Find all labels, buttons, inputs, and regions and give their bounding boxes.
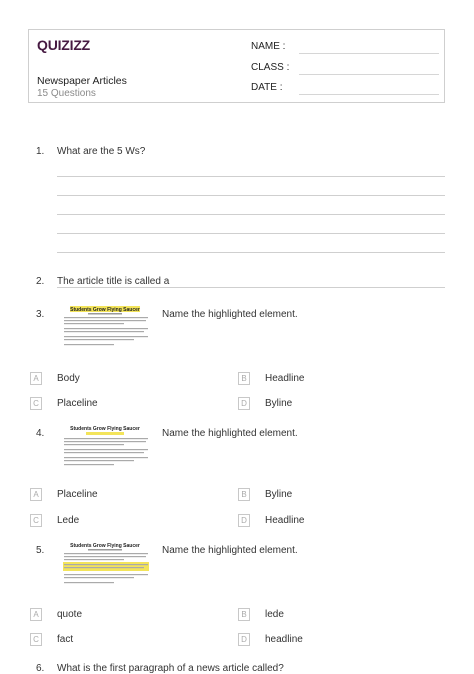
date-label: DATE : (251, 82, 283, 93)
question-text: Name the highlighted element. (162, 309, 298, 320)
option-b-text: Byline (265, 489, 293, 500)
answer-line[interactable] (57, 214, 445, 215)
option-c-text: fact (57, 634, 74, 645)
byline-highlight (86, 432, 124, 435)
option-d-text: Byline (265, 398, 293, 409)
option-a-text: Body (57, 373, 80, 384)
question-number: 2. (36, 276, 45, 287)
option-c-text: Placeline (57, 398, 98, 409)
question-number: 4. (36, 428, 45, 439)
option-a-marker[interactable]: A (30, 488, 42, 501)
option-a-marker[interactable]: A (30, 608, 42, 621)
worksheet-title: Newspaper Articles (37, 75, 127, 87)
quizizz-logo: QUIZIZZ (37, 37, 91, 53)
thumbnail-headline: Students Grow Flying Saucer (70, 307, 140, 313)
option-a-text: Placeline (57, 489, 98, 500)
option-c-marker[interactable]: C (30, 633, 42, 646)
option-d-text: Headline (265, 515, 305, 526)
option-a-marker[interactable]: A (30, 372, 42, 385)
option-d-marker[interactable]: D (238, 514, 250, 527)
option-c-marker[interactable]: C (30, 397, 42, 410)
thumbnail-headline: Students Grow Flying Saucer (70, 543, 140, 549)
question-text: Name the highlighted element. (162, 545, 298, 556)
question-text: What are the 5 Ws? (57, 146, 146, 157)
question-number: 1. (36, 146, 45, 157)
option-c-marker[interactable]: C (30, 514, 42, 527)
question-number: 6. (36, 663, 45, 674)
option-b-marker[interactable]: B (238, 372, 250, 385)
option-a-text: quote (57, 609, 83, 620)
name-label: NAME : (251, 41, 286, 52)
answer-line[interactable] (57, 195, 445, 196)
answer-line[interactable] (57, 287, 445, 288)
article-thumbnail (58, 305, 152, 349)
option-c-text: Lede (57, 515, 80, 526)
class-field[interactable] (299, 74, 439, 75)
article-thumbnail (58, 541, 152, 585)
question-number: 5. (36, 545, 45, 556)
date-field[interactable] (299, 94, 439, 95)
question-text: The article title is called a (57, 276, 170, 287)
quote-highlight (63, 562, 149, 571)
answer-line[interactable] (57, 233, 445, 234)
class-label: CLASS : (251, 62, 290, 73)
option-d-marker[interactable]: D (238, 397, 250, 410)
question-count: 15 Questions (37, 88, 96, 99)
option-b-text: lede (265, 609, 284, 620)
answer-line[interactable] (57, 252, 445, 253)
article-thumbnail (58, 424, 152, 468)
question-text: Name the highlighted element. (162, 428, 298, 439)
option-d-text: headline (265, 634, 303, 645)
name-field[interactable] (299, 53, 439, 54)
worksheet-header (28, 29, 445, 103)
answer-line[interactable] (57, 176, 445, 177)
option-b-marker[interactable]: B (238, 608, 250, 621)
question-text: What is the first paragraph of a news article called? (57, 663, 284, 674)
question-number: 3. (36, 309, 45, 320)
option-d-marker[interactable]: D (238, 633, 250, 646)
thumbnail-headline: Students Grow Flying Saucer (70, 426, 140, 432)
option-b-marker[interactable]: B (238, 488, 250, 501)
option-b-text: Headline (265, 373, 305, 384)
